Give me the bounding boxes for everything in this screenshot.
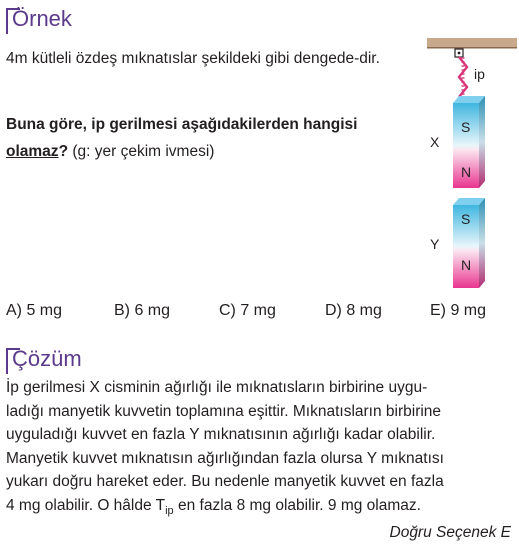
solution-line: 4 mg olabilir. O hâlde $T_{ip}$ en fazla 8 mg olabilir. 9 mg olamaz.: [6, 496, 421, 517]
solution-line: ladığı manyetik kuvvetin toplamına eşittir. Mıknatısların birbirine: [6, 402, 442, 420]
ceiling: [427, 38, 517, 48]
prompt-rest: (g: yer çekim ivmesi): [68, 143, 215, 160]
option-b[interactable]: B) 6 mg: [114, 302, 171, 319]
magnet-x-label: X: [430, 134, 440, 150]
question-intro: 4m kütleli özdeş mıknatıslar şekildeki gibi dengede-dir.: [6, 50, 380, 67]
option-c[interactable]: C) 7 mg: [219, 302, 276, 319]
option-d[interactable]: D) 8 mg: [325, 302, 382, 319]
magnet-diagram: [425, 35, 519, 295]
answer-options: [6, 302, 516, 326]
solution-text: [6, 376, 514, 523]
magnet-figure: [425, 35, 519, 295]
magnet-x-bottom-pole: N: [461, 164, 472, 180]
option-a[interactable]: A) 5 mg: [6, 302, 63, 319]
prompt-underlined: olamaz: [6, 143, 59, 160]
magnet-y-top-pole: S: [461, 211, 471, 227]
magnet-y-label: Y: [430, 236, 440, 252]
question-prompt: Buna göre, ip gerilmesi aşağıdakilerden hangisi olamaz? (g: yer çekim ivmesi): [6, 116, 358, 160]
magnet-y-bottom-pole: N: [461, 257, 472, 273]
magnet-x-top-pole: S: [461, 119, 471, 135]
rope-label: ip: [474, 66, 485, 82]
solution-line: İp gerilmesi X cisminin ağırlığı ile mıknatısların birbirine uygu-: [6, 379, 428, 396]
solution-heading-text: Çözüm: [12, 346, 82, 371]
example-heading-text: Örnek: [12, 6, 72, 31]
solution-line: Manyetik kuvvet mıknatısın ağırlığından fazla olursa Y mıknatısı: [6, 449, 444, 467]
solution-line: yukarı doğru hareket eder. Bu nedenle manyetik kuvvet en fazla: [6, 473, 444, 490]
option-e[interactable]: E) 9 mg: [430, 302, 487, 319]
tension-subscript: ip: [165, 504, 174, 517]
prompt-bold: Buna göre, ip gerilmesi aşağıdakilerden hangisi: [6, 116, 358, 133]
correct-answer: Doğru Seçenek E: [389, 524, 511, 541]
solution-line: uyguladığı kuvvet en fazla Y mıknatısının ağırlığı kadar olabilir.: [6, 426, 436, 443]
